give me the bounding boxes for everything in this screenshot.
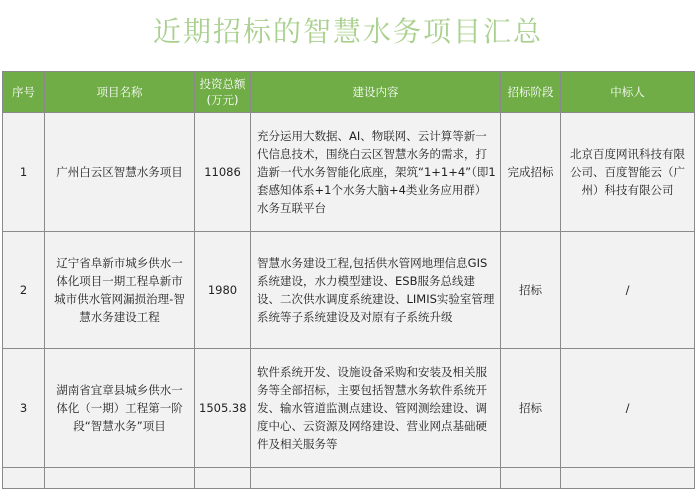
cell-empty [251, 468, 501, 489]
cell-name: 辽宁省阜新市城乡供水一体化项目一期工程阜新市城市供水管网漏损治理-智慧水务建设工程 [45, 232, 195, 349]
cell-empty [3, 468, 45, 489]
cell-seq: 1 [3, 113, 45, 232]
table-row [3, 232, 695, 349]
page-title: 近期招标的智慧水务项目汇总 [152, 15, 543, 48]
header-stage: 招标阶段 [501, 72, 561, 113]
cell-content: 软件系统开发、设施设备采购和安装及相关服务等全部招标，主要包括智慧水务软件系统开发、输水管道监测点建设、管网测绘建设、调度中心、云资源及网络建设、营业网点基础硬件及相关服务等 [251, 349, 501, 468]
cell-content: 智慧水务建设工程,包括供水管网地理信息GIS系统建设，水力模型建设、ESB服务总线建设、二次供水调度系统建设、LIMIS实验室管理系统等子系统建设及对原有子系统升级 [251, 232, 501, 349]
header-seq: 序号 [3, 72, 45, 113]
header-amount-line1: 投资总额 [199, 77, 246, 91]
cell-amount: 1980 [195, 232, 251, 349]
table-row [3, 349, 695, 468]
cell-seq: 3 [3, 349, 45, 468]
cell-content: 充分运用大数据、AI、物联网、云计算等新一代信息技术，围绕白云区智慧水务的需求，打造新一代水务智能化底座，架筑“1+1+4”（即1套感知体系+1个水务大脑+4类业务应用群）水务互联平台 [251, 113, 501, 232]
project-table [2, 71, 695, 489]
cell-empty [561, 468, 695, 489]
cell-empty [195, 468, 251, 489]
cell-seq: 2 [3, 232, 45, 349]
table-row [3, 113, 695, 232]
header-amount-line2: (万元) [206, 93, 239, 107]
table-row-partial [3, 468, 695, 489]
cell-winner: / [561, 232, 695, 349]
header-winner: 中标人 [561, 72, 695, 113]
cell-empty [45, 468, 195, 489]
cell-winner: 北京百度网讯科技有限公司、百度智能云（广州）科技有限公司 [561, 113, 695, 232]
header-amount [195, 72, 251, 113]
cell-amount: 11086 [195, 113, 251, 232]
cell-name: 广州白云区智慧水务项目 [45, 113, 195, 232]
cell-name: 湖南省宜章县城乡供水一体化（一期）工程第一阶段“智慧水务”项目 [45, 349, 195, 468]
table-header-row [3, 72, 695, 113]
header-name: 项目名称 [45, 72, 195, 113]
cell-winner: / [561, 349, 695, 468]
cell-amount: 1505.38 [195, 349, 251, 468]
cell-stage: 招标 [501, 232, 561, 349]
cell-stage: 完成招标 [501, 113, 561, 232]
header-content: 建设内容 [251, 72, 501, 113]
cell-empty [501, 468, 561, 489]
cell-stage: 招标 [501, 349, 561, 468]
